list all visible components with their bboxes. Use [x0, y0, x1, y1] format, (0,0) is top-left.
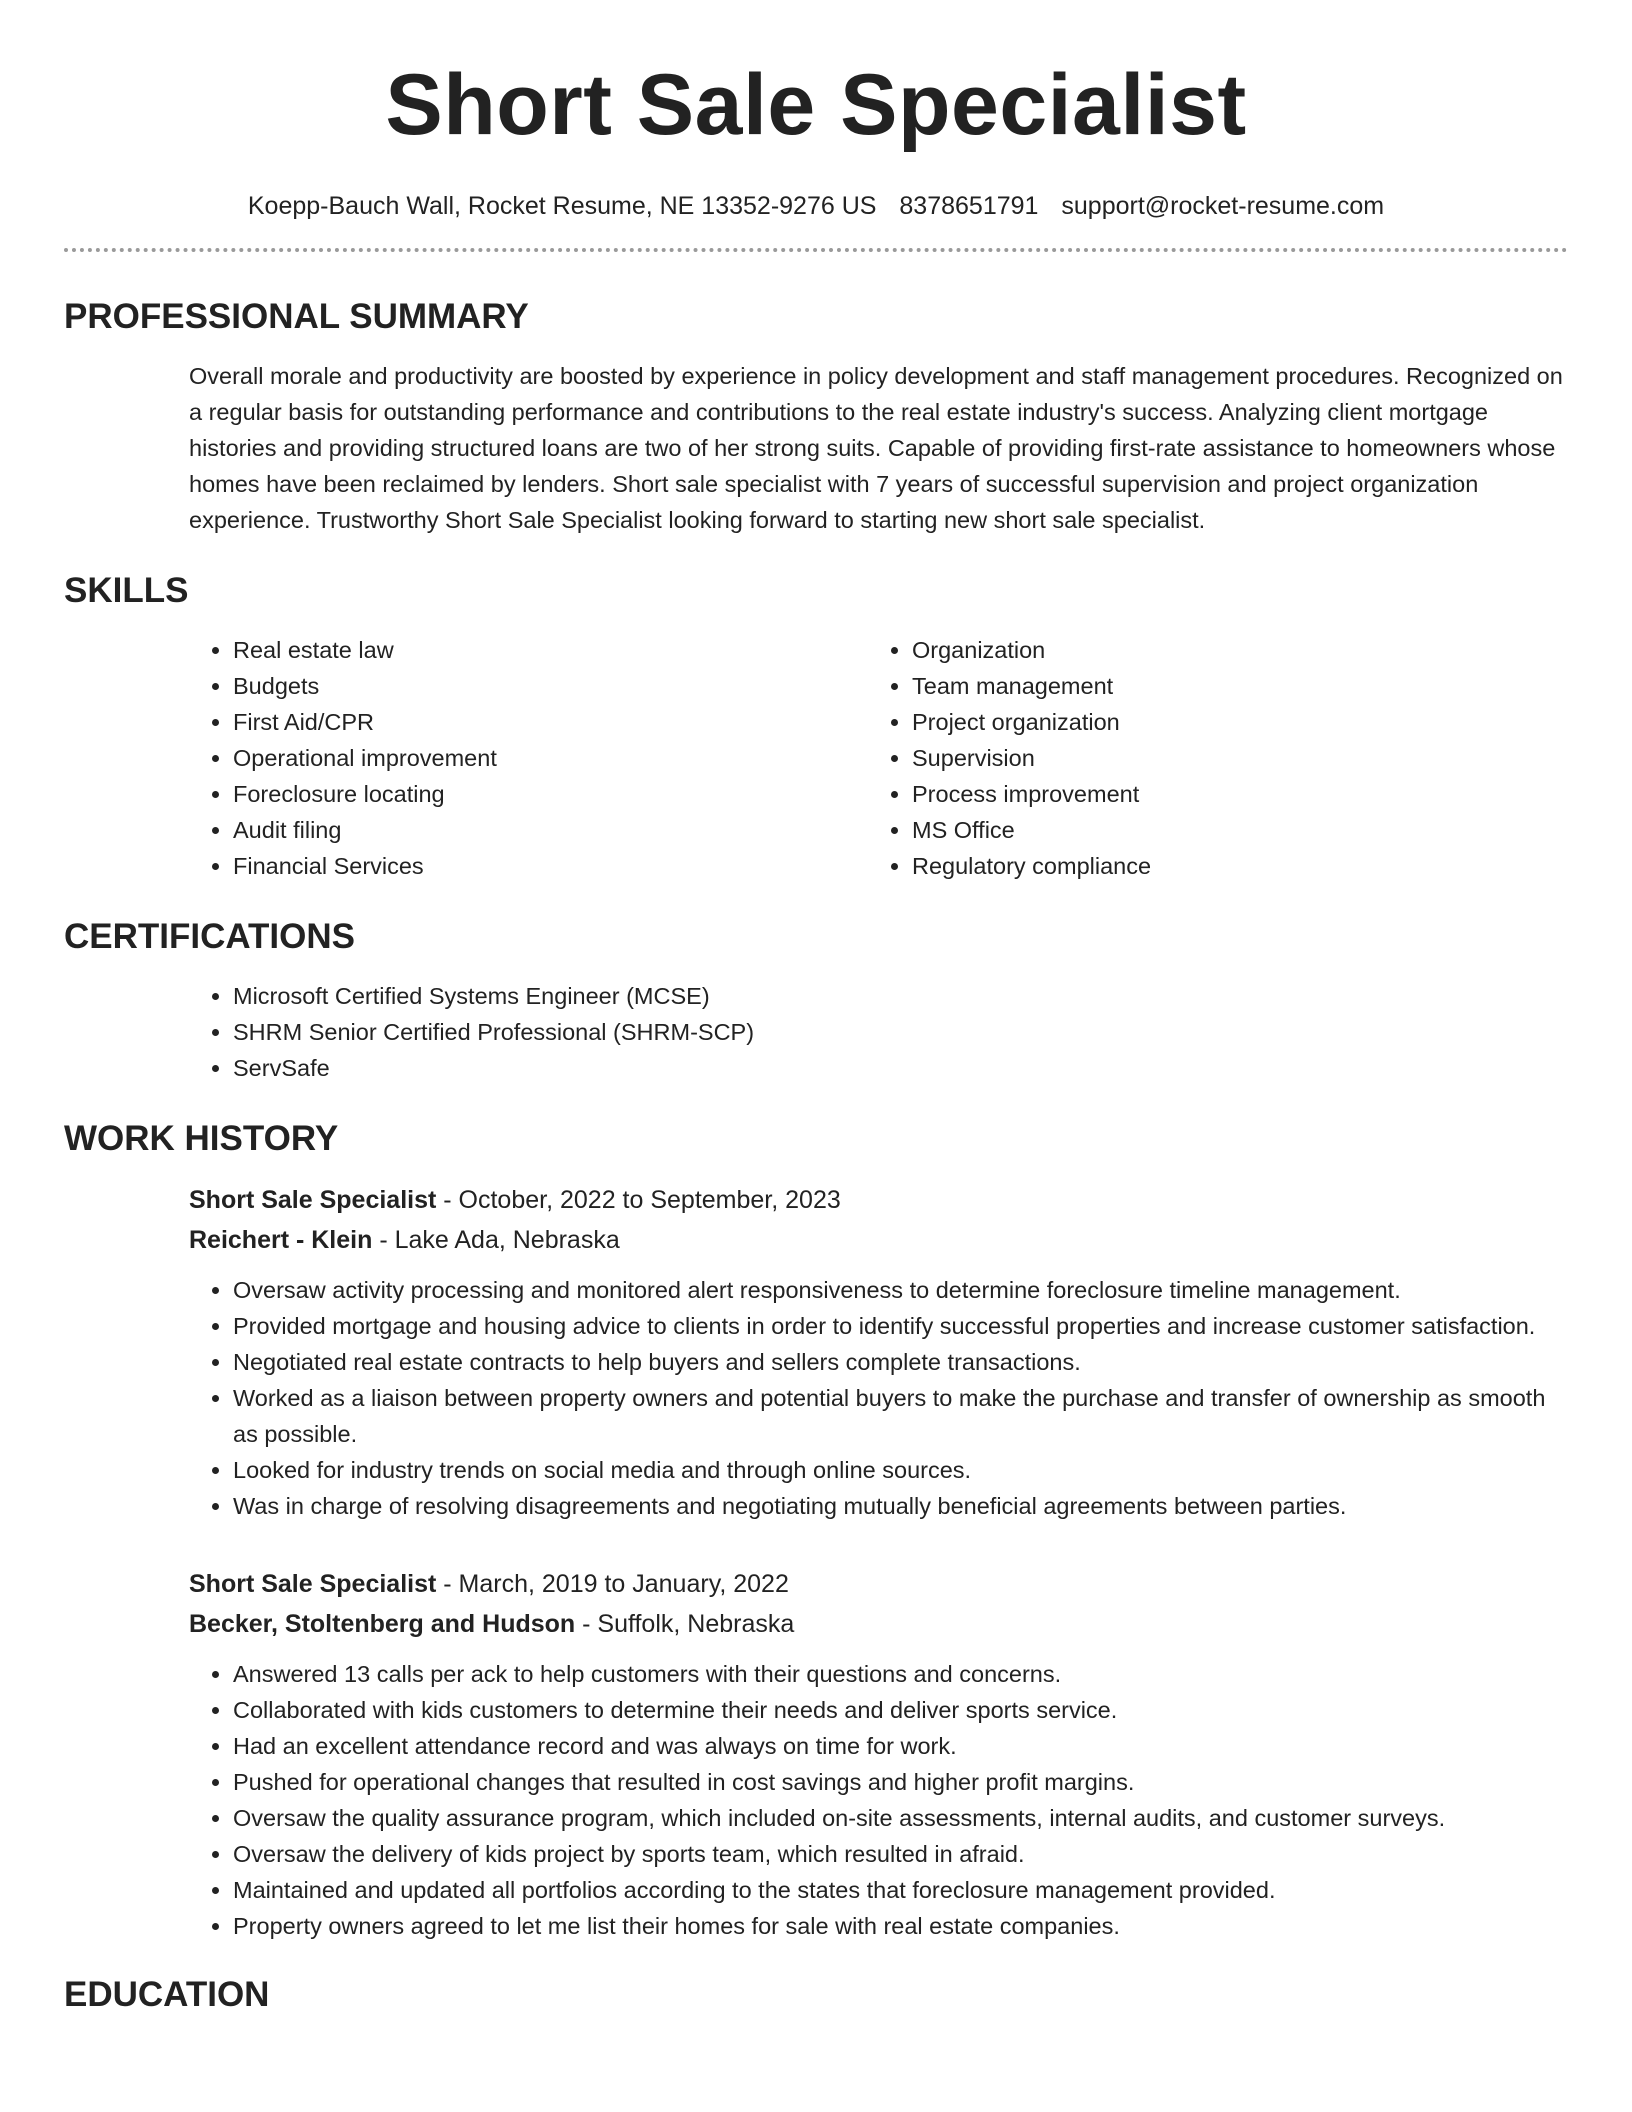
skills-section: [64, 570, 1568, 884]
certification-item: • SHRM Senior Certified Professional (SHRM-SCP): [233, 1014, 1568, 1050]
certifications-list: [189, 978, 1568, 1086]
skill-item: • Budgets: [233, 668, 868, 704]
job-duty: • Provided mortgage and housing advice to clients in order to identify successful properties and increase customer satisfaction.: [233, 1308, 1568, 1344]
skill-item: • Process improvement: [912, 776, 1547, 812]
skill-item: • Team management: [912, 668, 1547, 704]
job-duty: • Collaborated with kids customers to determine their needs and deliver sports service.: [233, 1692, 1568, 1728]
job-duty: • Negotiated real estate contracts to help buyers and sellers complete transactions.: [233, 1344, 1568, 1380]
job-title-line: [189, 1564, 1568, 1604]
resume-page: [64, 0, 1568, 2016]
skill-item: • MS Office: [912, 812, 1547, 848]
skill-item: • Project organization: [912, 704, 1547, 740]
job-title-line: [189, 1180, 1568, 1220]
job-duties-list: [189, 1272, 1568, 1524]
skills-list-right: [868, 632, 1547, 884]
skill-item: • Supervision: [912, 740, 1547, 776]
skill-item: • Financial Services: [233, 848, 868, 884]
section-title-education: EDUCATION: [64, 1975, 270, 2014]
job-dates: - October, 2022 to September, 2023: [436, 1186, 841, 1214]
candidate-name: Short Sale Specialist: [385, 57, 1247, 153]
skills-list-left: [189, 632, 868, 884]
job-duty: • Was in charge of resolving disagreements and negotiating mutually beneficial agreements between parties.: [233, 1488, 1568, 1524]
job-duties-list: [189, 1656, 1568, 1944]
job-duty: • Answered 13 calls per ack to help customers with their questions and concerns.: [233, 1656, 1568, 1692]
skill-item: • Foreclosure locating: [233, 776, 868, 812]
professional-summary-section: [64, 296, 1568, 538]
skill-item: • Audit filing: [233, 812, 868, 848]
skills-grid: [189, 632, 1568, 884]
work-history-section: [64, 1118, 1568, 1944]
job-duty: • Looked for industry trends on social media and through online sources.: [233, 1452, 1568, 1488]
section-title-skills: SKILLS: [64, 571, 189, 610]
skill-item: • First Aid/CPR: [233, 704, 868, 740]
job-duty: • Pushed for operational changes that resulted in cost savings and higher profit margins.: [233, 1764, 1568, 1800]
job-duty: • Had an excellent attendance record and was always on time for work.: [233, 1728, 1568, 1764]
certification-item: • ServSafe: [233, 1050, 1568, 1086]
section-title-professional-summary: PROFESSIONAL SUMMARY: [64, 297, 529, 336]
contact-phone: 8378651791: [899, 192, 1039, 220]
job-entry: [189, 1180, 1568, 1524]
job-duty: • Oversaw activity processing and monitored alert responsiveness to determine foreclosure timeline management.: [233, 1272, 1568, 1308]
contact-address: Koepp-Bauch Wall, Rocket Resume, NE 13352-9276 US: [247, 192, 877, 220]
job-company: Reichert - Klein: [189, 1226, 373, 1254]
certifications-section: [64, 916, 1568, 1086]
job-role: Short Sale Specialist: [189, 1186, 437, 1214]
job-entry: [189, 1564, 1568, 1944]
section-title-work-history: WORK HISTORY: [64, 1119, 339, 1158]
job-role: Short Sale Specialist: [189, 1570, 437, 1598]
job-duty: • Worked as a liaison between property owners and potential buyers to make the purchase and transfer of ownership as smooth as possible.: [233, 1380, 1568, 1452]
job-company: Becker, Stoltenberg and Hudson: [189, 1610, 576, 1638]
skill-item: • Operational improvement: [233, 740, 868, 776]
section-title-certifications: CERTIFICATIONS: [64, 917, 356, 956]
education-section: [64, 1974, 1568, 2016]
job-duty: • Oversaw the quality assurance program, which included on-site assessments, internal audits, and customer surveys.: [233, 1800, 1568, 1836]
contact-email: support@rocket-resume.com: [1061, 192, 1385, 220]
header-divider: [64, 248, 1568, 252]
job-duty: • Property owners agreed to let me list their homes for sale with real estate companies.: [233, 1908, 1568, 1944]
job-location: - Lake Ada, Nebraska: [372, 1226, 620, 1254]
job-duty: • Oversaw the delivery of kids project by sports team, which resulted in afraid.: [233, 1836, 1568, 1872]
job-company-line: [189, 1604, 1568, 1644]
summary-text: Overall morale and productivity are boosted by experience in policy development and staff management procedures. Recognized on a regular basis for outstanding performance and contributions to the real estate industry's success. Analyzing client mortgage histories and providing structured loans are two of her strong suits. Capable of providing first-rate assistance to homeowners whose homes have been reclaimed by lenders. Short sale specialist with 7 years of successful supervision and project organization experience. Trustworthy Short Sale Specialist looking forward to starting new short sale specialist.: [189, 363, 1563, 533]
skill-item: • Regulatory compliance: [912, 848, 1547, 884]
job-company-line: [189, 1220, 1568, 1260]
contact-line: [64, 190, 1568, 222]
job-dates: - March, 2019 to January, 2022: [436, 1570, 789, 1598]
job-duty: • Maintained and updated all portfolios according to the states that foreclosure management provided.: [233, 1872, 1568, 1908]
skill-item: • Real estate law: [233, 632, 868, 668]
skill-item: • Organization: [912, 632, 1547, 668]
certification-item: • Microsoft Certified Systems Engineer (MCSE): [233, 978, 1568, 1014]
job-location: - Suffolk, Nebraska: [575, 1610, 795, 1638]
